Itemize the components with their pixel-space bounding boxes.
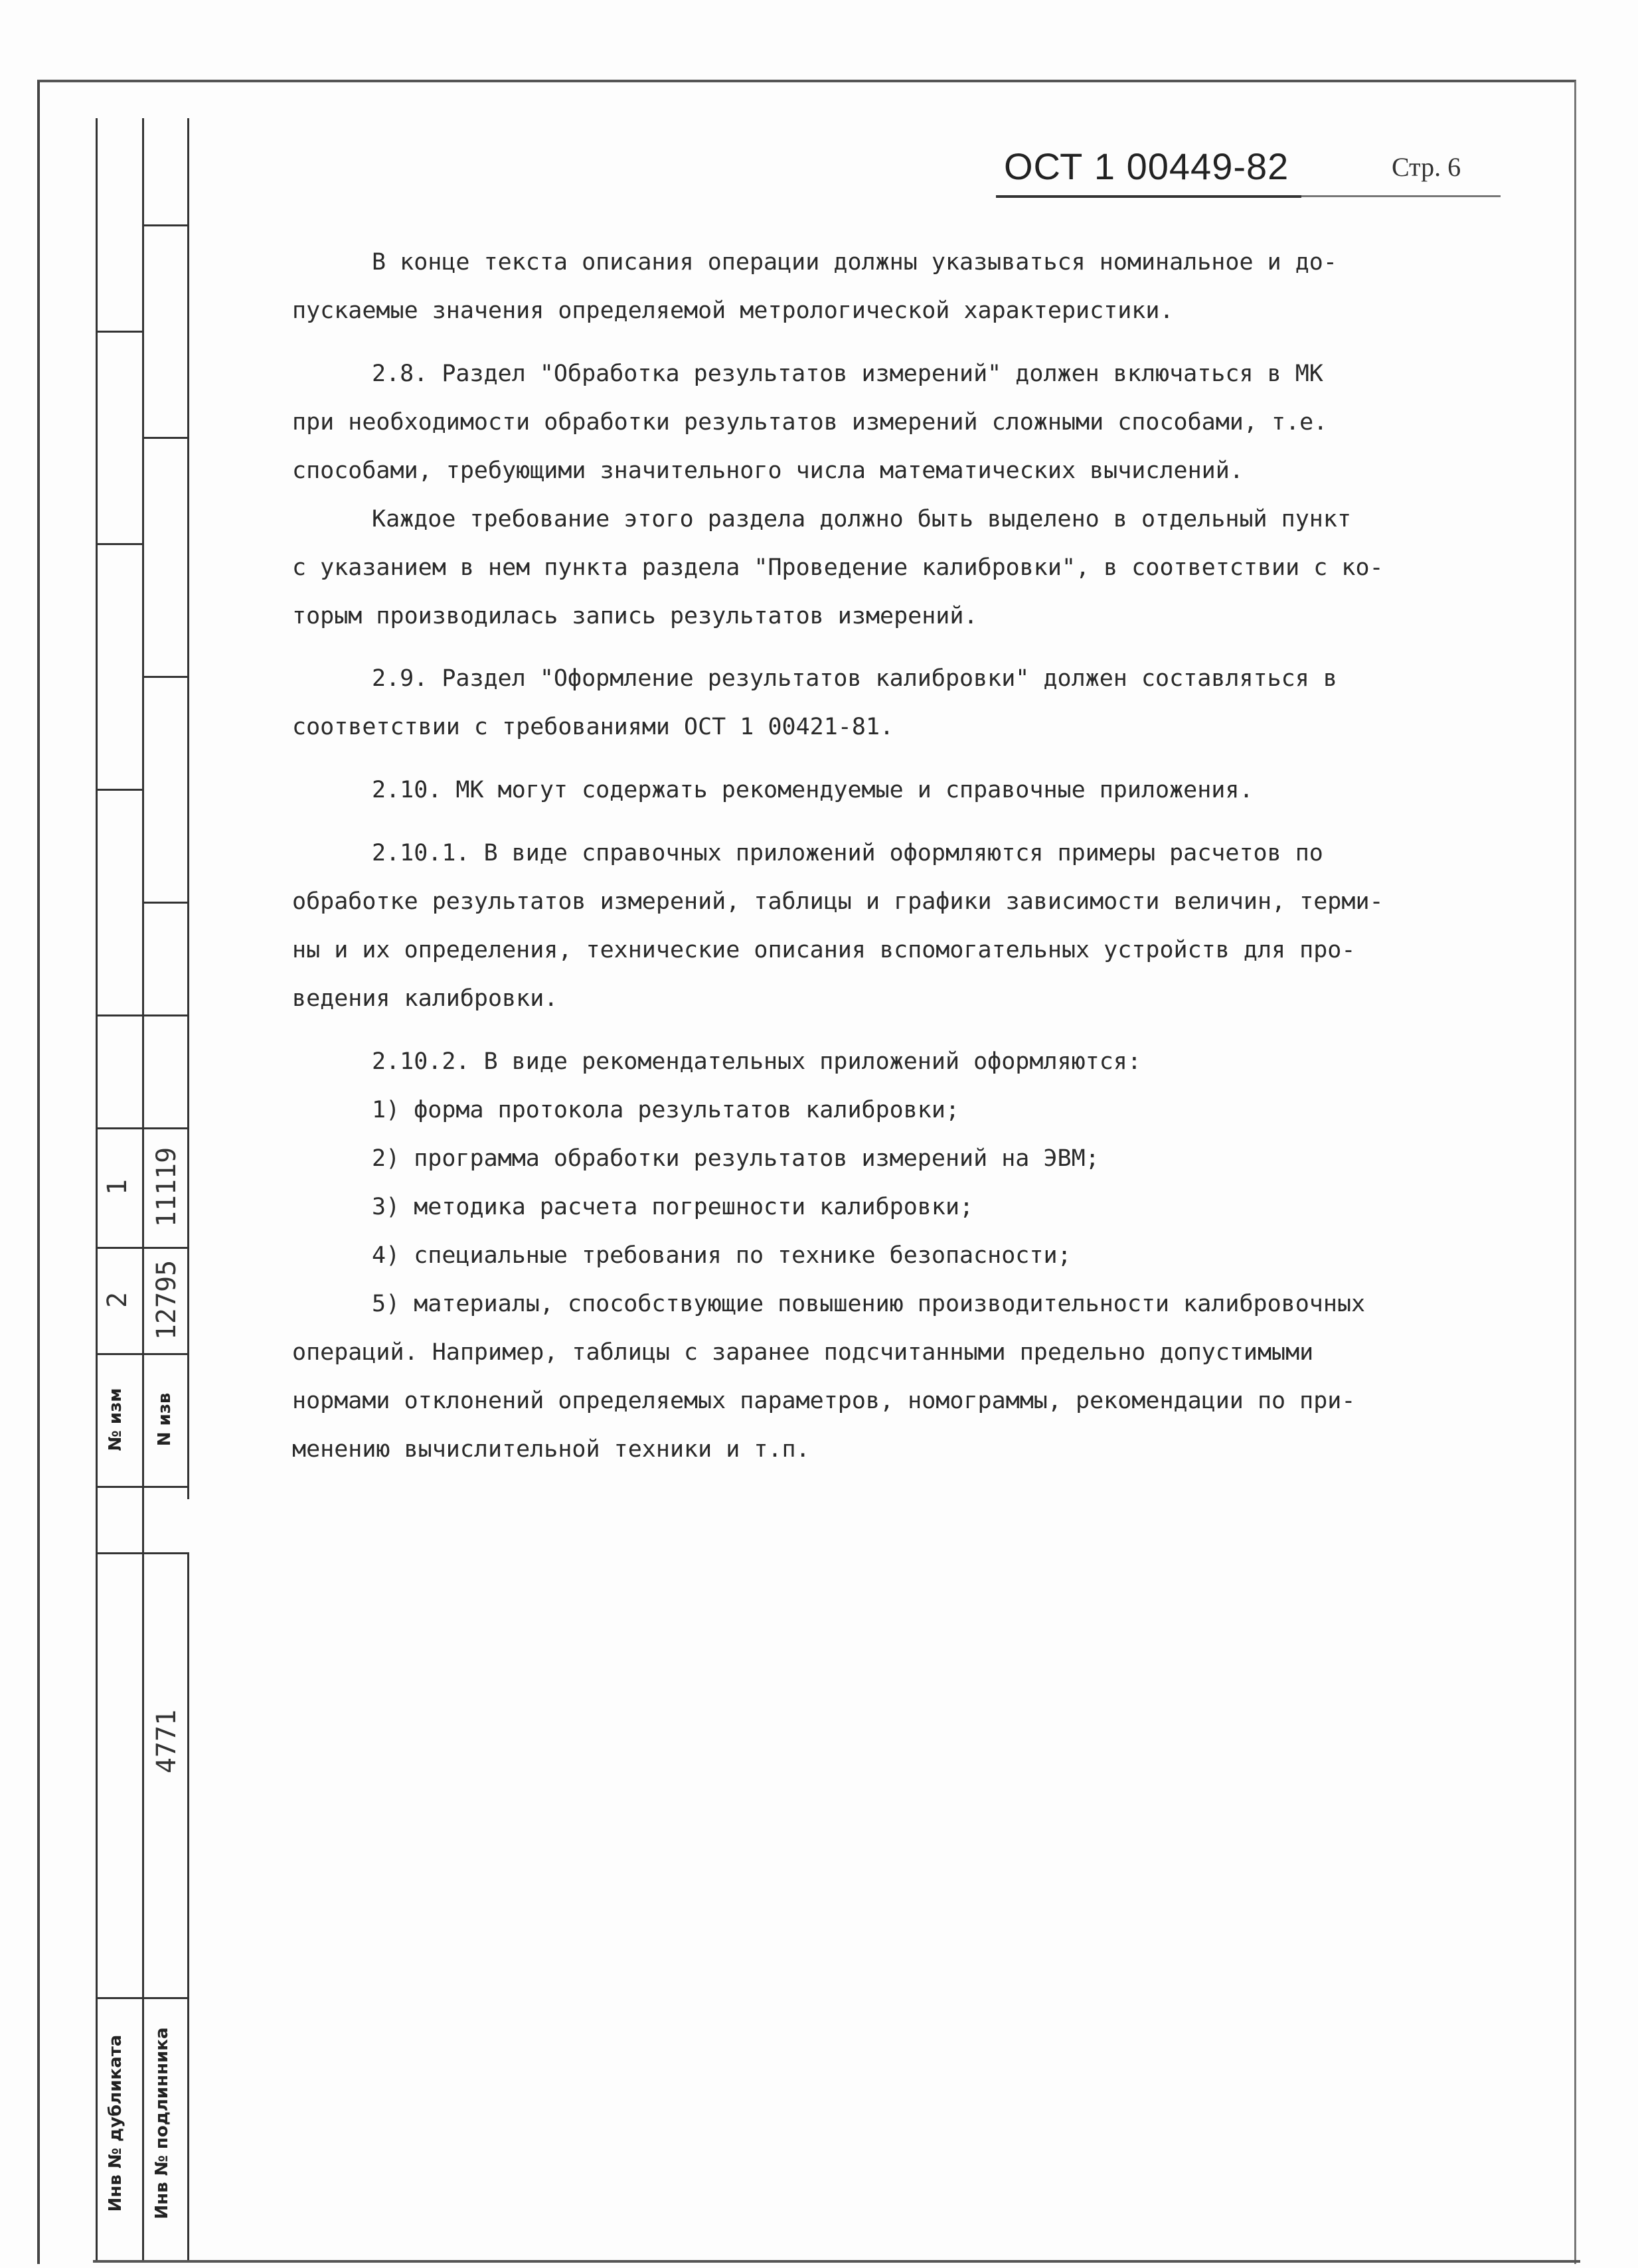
sidebar-line (96, 118, 98, 2260)
document-code-underline (996, 195, 1301, 198)
list-item: 3) методика расчета погрешности калибровки; (372, 1194, 974, 1220)
sidebar-line (96, 1552, 189, 1554)
text-line: ведения калибровки. (292, 985, 558, 1012)
change-number-label: № изм (106, 1388, 125, 1451)
sidebar-line (96, 1353, 189, 1355)
notice-number-label: N изв (155, 1392, 175, 1447)
sidebar-line (96, 1127, 189, 1129)
sidebar-line (96, 1486, 189, 1488)
sidebar-line (142, 676, 189, 678)
text-line: 2.10. МК могут содержать рекомендуемые и справочные приложения. (372, 777, 1254, 803)
page-number: Стр. 6 (1392, 152, 1461, 182)
list-item: 5) материалы, способствующие повышению производительности калибровочных (372, 1291, 1366, 1317)
text-line: при необходимости обработки результатов измерений сложными способами, т.е. (292, 409, 1328, 436)
text-line: 2.10.1. В виде справочных приложений оформляются примеры расчетов по (372, 840, 1323, 866)
text-line: торым производилась запись результатов измерений. (292, 603, 978, 629)
change-number-2: 2 (102, 1291, 133, 1309)
text-line: пускаемые значения определяемой метрологической характеристики. (292, 297, 1174, 324)
sidebar-line (96, 1014, 189, 1016)
list-item: 4) специальные требования по технике безопасности; (372, 1242, 1072, 1269)
text-line: менению вычислительной техники и т.п. (292, 1436, 810, 1463)
text-line: 2.8. Раздел "Обработка результатов измерений" должен включаться в МК (372, 361, 1323, 387)
text-line: способами, требующими значительного числа математических вычислений. (292, 457, 1244, 484)
list-item: 2) программа обработки результатов измерений на ЭВМ; (372, 1145, 1100, 1172)
text-line: нормами отклонений определяемых параметров, номограммы, рекомендации по при- (292, 1388, 1356, 1414)
sidebar-line (96, 1247, 189, 1249)
sidebar-line (142, 902, 189, 904)
text-line: соответствии с требованиями ОСТ 1 00421-81. (292, 714, 894, 740)
text-line: обработке результатов измерений, таблицы и графики зависимости величин, терми- (292, 888, 1384, 915)
text-line: операций. Например, таблицы с заранее подсчитанными предельно допустимыми (292, 1339, 1314, 1366)
original-inventory-number: 4771 (151, 1709, 182, 1774)
header-rule (1301, 195, 1501, 197)
sidebar-line (187, 118, 189, 1499)
original-inventory-label: Инв № подлинника (152, 2027, 172, 2220)
sidebar-line (142, 437, 189, 439)
document-code: ОСТ 1 00449-82 (1004, 145, 1289, 187)
sidebar-line (96, 543, 142, 545)
text-line: В конце текста описания операции должны указываться номинальное и до- (372, 249, 1337, 276)
text-line: с указанием в нем пункта раздела "Проведение калибровки", в соответствии с ко- (292, 554, 1384, 581)
sidebar-line (96, 1997, 189, 1999)
sidebar-line (96, 789, 142, 791)
list-item: 1) форма протокола результатов калибровки; (372, 1097, 960, 1123)
sidebar-line (142, 224, 189, 226)
text-line: ны и их определения, технические описания вспомогательных устройств для про- (292, 937, 1356, 963)
sidebar-line (187, 1552, 189, 2260)
change-number-1: 1 (102, 1178, 133, 1196)
text-line: 2.9. Раздел "Оформление результатов калибровки" должен составляться в (372, 665, 1337, 692)
duplicate-inventory-label: Инв № дубликата (106, 2034, 125, 2212)
sidebar-line (142, 118, 144, 2260)
text-line: 2.10.2. В виде рекомендательных приложений оформляются: (372, 1048, 1141, 1075)
notice-number-1: 11119 (151, 1147, 182, 1228)
revision-sidebar (96, 118, 189, 2260)
frame-bottom-rule (93, 2260, 1580, 2263)
notice-number-2: 12795 (151, 1259, 182, 1340)
sidebar-line (96, 331, 142, 333)
text-line: Каждое требование этого раздела должно быть выделено в отдельный пункт (372, 506, 1352, 532)
